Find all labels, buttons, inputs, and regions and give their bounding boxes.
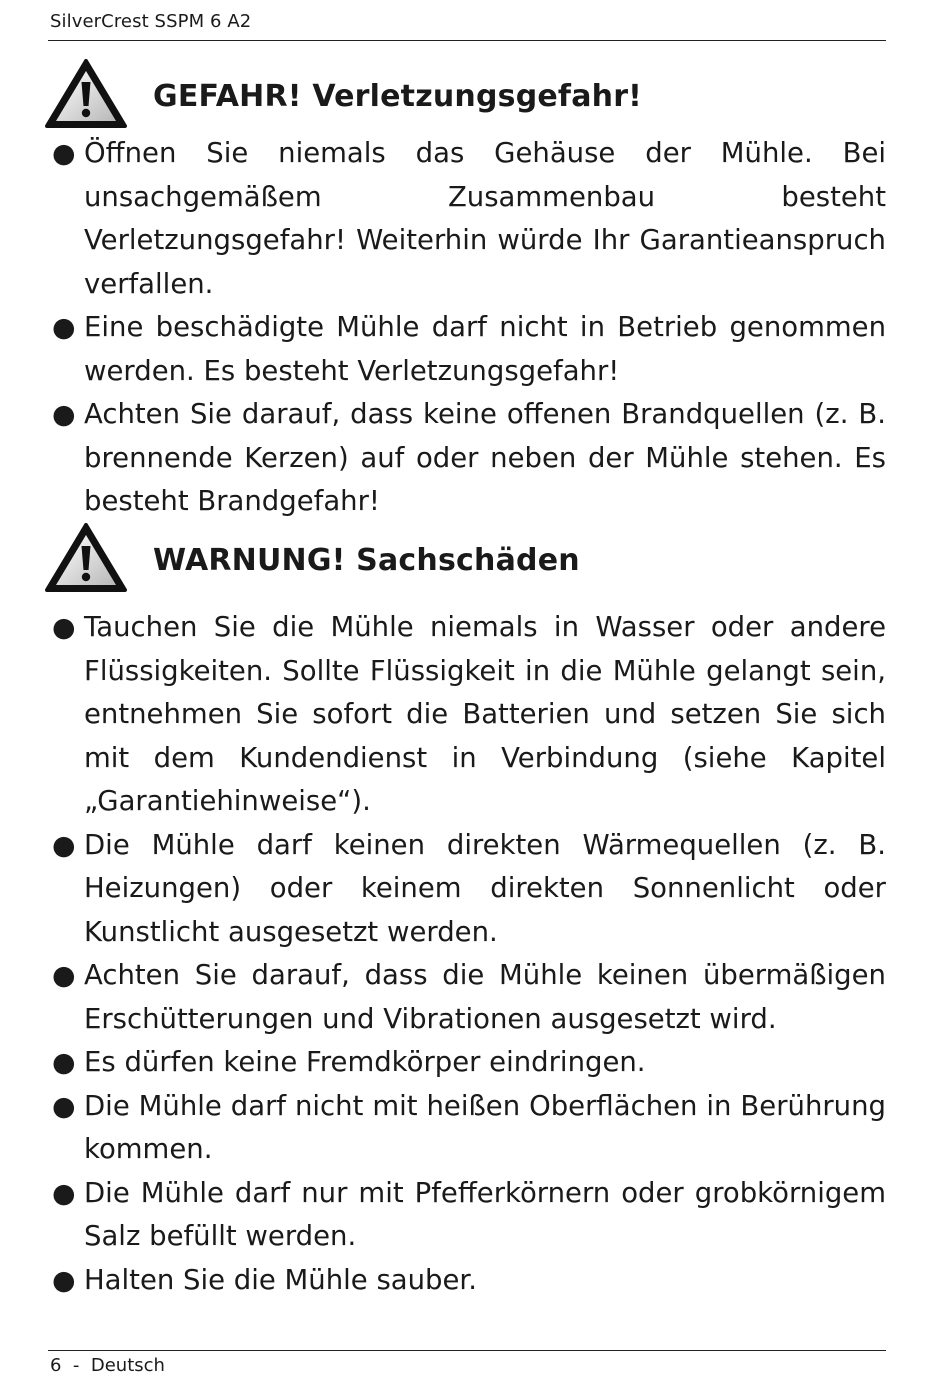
bullet-icon: ●	[52, 312, 76, 343]
bullet-icon: ●	[52, 1047, 76, 1078]
list-item: ● Die Mühle darf keinen direkten Wärmequellen (z. B. Heizungen) oder keinem direkten Sonnenlicht oder Kunstlicht ausgesetzt werden.	[44, 824, 886, 955]
list-item: ● Tauchen Sie die Mühle niemals in Wasser oder andere Flüssigkeiten. Sollte Flüssigkeit in die Mühle gelangt sein, entnehmen Sie sofort die Batterien und setzen Sie sich mit dem Kundendienst in Verbindung (siehe Kapitel „Garantiehinweise“).	[44, 606, 886, 824]
list-item: ● Die Mühle darf nicht mit heißen Oberflächen in Berührung kommen.	[44, 1085, 886, 1172]
warning-triangle-icon	[44, 58, 128, 130]
danger-section	[44, 58, 886, 524]
bullet-icon: ●	[52, 1177, 76, 1209]
warning-triangle-icon	[44, 522, 128, 594]
bullet-icon: ●	[52, 1090, 76, 1122]
page-number: 6	[50, 1355, 62, 1376]
list-item: ● Es dürfen keine Fremdkörper eindringen.	[44, 1041, 886, 1085]
danger-heading: GEFAHR! Verletzungsgefahr!	[153, 79, 643, 114]
list-item: ● Die Mühle darf nur mit Pfefferkörnern oder grobkörnigem Salz befüllt werden.	[44, 1172, 886, 1259]
page-header	[48, 10, 886, 41]
bullet-icon: ●	[52, 612, 76, 643]
footer-separator: -	[72, 1355, 80, 1376]
bullet-icon: ●	[52, 829, 76, 861]
warning-section	[44, 522, 886, 1302]
list-item: ● Öffnen Sie niemals das Gehäuse der Mühle. Bei unsachgemäßem Zusammenbau besteht Verletzungsgefahr! Weiterhin würde Ihr Garantieanspruch verfallen.	[44, 132, 886, 306]
bullet-icon: ●	[52, 138, 76, 169]
warning-heading: WARNUNG! Sachschäden	[153, 543, 580, 578]
footer-language: Deutsch	[90, 1355, 165, 1376]
document-title: SilverCrest SSPM 6 A2	[50, 11, 252, 32]
page-footer	[48, 1350, 886, 1376]
list-item: ● Achten Sie darauf, dass die Mühle keinen übermäßigen Erschütterungen und Vibrationen ausgesetzt wird.	[44, 954, 886, 1041]
warning-list	[44, 606, 886, 1302]
footer-text	[50, 1355, 165, 1376]
list-item: ● Achten Sie darauf, dass keine offenen Brandquellen (z. B. brennende Kerzen) auf oder neben der Mühle stehen. Es besteht Brandgefahr!	[44, 393, 886, 524]
danger-list	[44, 132, 886, 524]
bullet-icon: ●	[52, 960, 76, 991]
bullet-icon: ●	[52, 1264, 76, 1296]
list-item: ● Halten Sie die Mühle sauber.	[44, 1259, 886, 1303]
warning-section-header	[44, 522, 886, 606]
danger-section-header	[44, 58, 886, 132]
bullet-icon: ●	[52, 399, 76, 430]
list-item: ● Eine beschädigte Mühle darf nicht in Betrieb genommen werden. Es besteht Verletzungsgefahr!	[44, 306, 886, 393]
